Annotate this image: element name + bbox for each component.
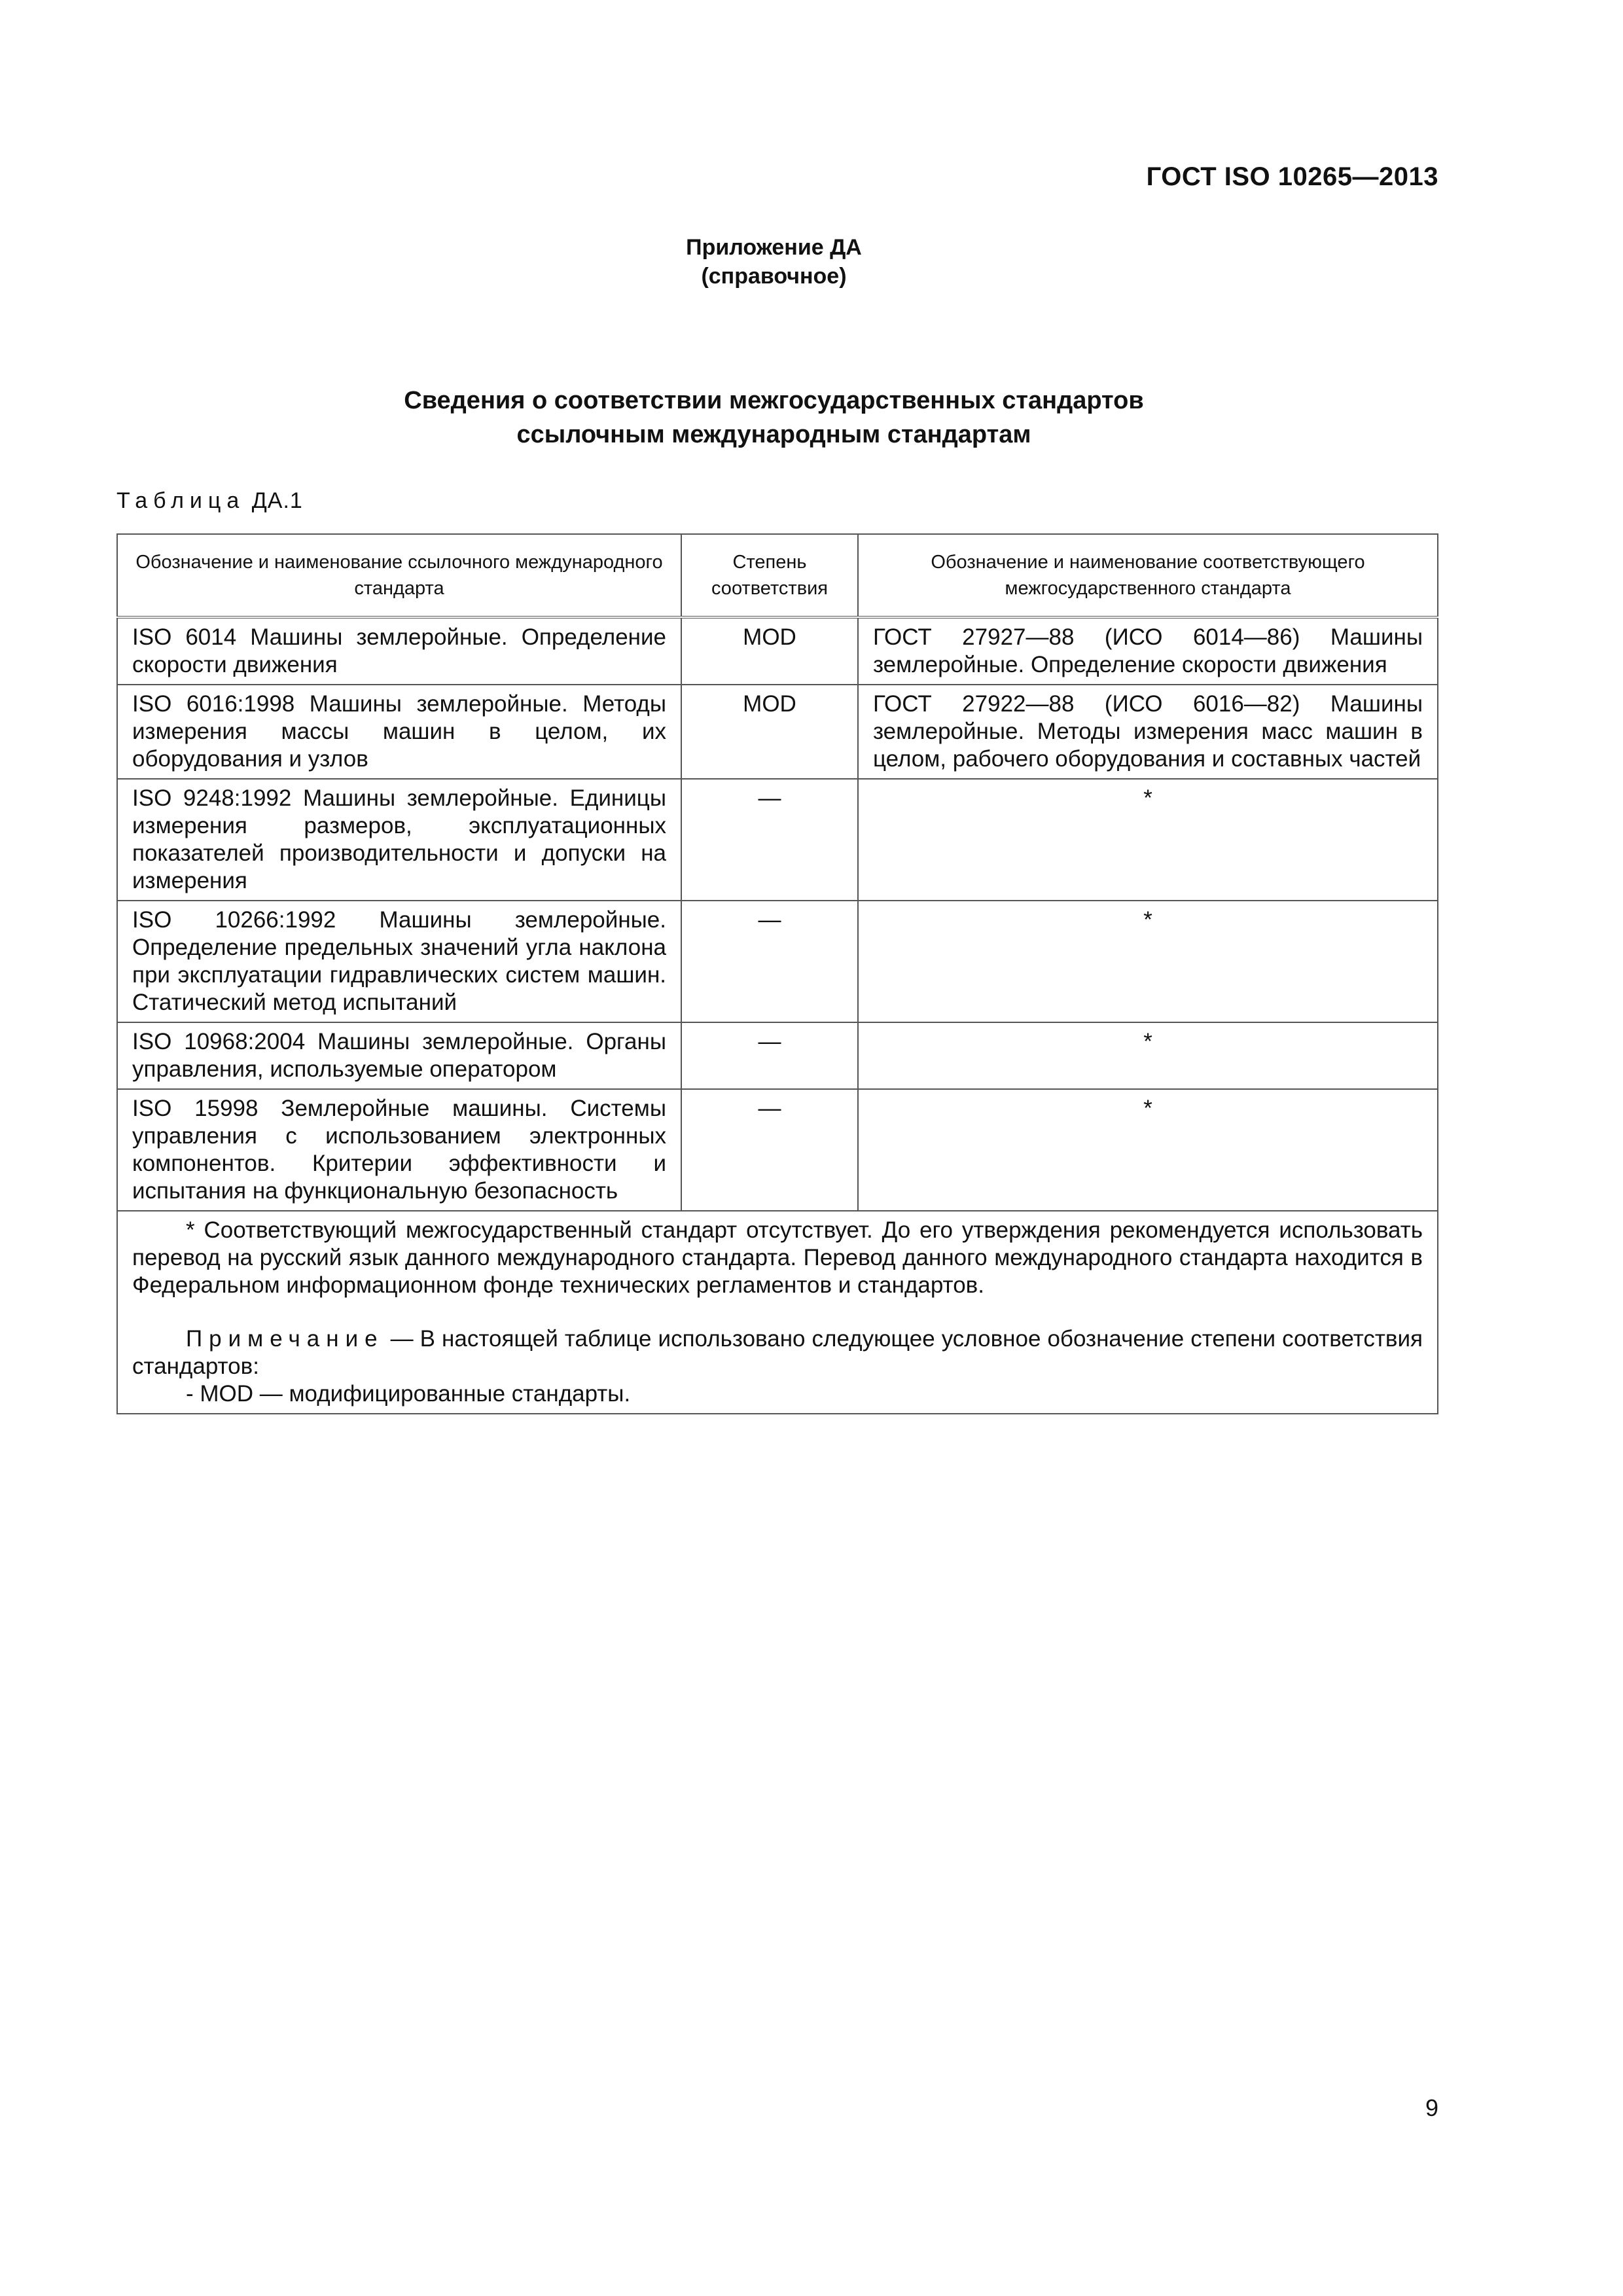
table-header-row <box>117 534 1438 617</box>
section-title-line1: Сведения о соответствии межгосударственных стандартов <box>404 387 1144 414</box>
header-international-standard: Обозначение и наименование ссылочного международного стандарта <box>117 534 681 617</box>
correspondence-table <box>116 533 1438 1414</box>
section-title-line2: ссылочным международным стандартам <box>516 421 1031 448</box>
table-caption <box>116 488 303 514</box>
interstate-standard-cell: * <box>858 779 1438 901</box>
interstate-standard-cell: * <box>858 1089 1438 1211</box>
page-number: 9 <box>1425 2094 1438 2121</box>
degree-cell: MOD <box>681 685 858 779</box>
interstate-standard-cell: * <box>858 901 1438 1022</box>
header-interstate-standard: Обозначение и наименование соответствующего межгосударственного стандарта <box>858 534 1438 617</box>
table-note <box>132 1325 1423 1380</box>
table-row <box>117 901 1438 1022</box>
international-standard-cell: ISO 10266:1992 Машины землеройные. Определение предельных значений угла наклона при эксплуатации гидравлических систем машин. Статический метод испытаний <box>117 901 681 1022</box>
note-text: — В настоящей таблице использовано следующее условное обозначение степени соответствия стандартов: <box>132 1326 1423 1379</box>
degree-cell: — <box>681 901 858 1022</box>
table-footnote: * Соответствующий межгосударственный стандарт отсутствует. До его утверждения рекомендуется использовать перевод на русский язык данного международного стандарта. Перевод данного международного стандарта находится в Федеральном информационном фонде технических регламентов и стандартов. <box>132 1217 1423 1298</box>
section-title <box>0 384 1548 452</box>
interstate-standard-cell: * <box>858 1022 1438 1089</box>
degree-cell: MOD <box>681 617 858 685</box>
interstate-standard-cell: ГОСТ 27922—88 (ИСО 6016—82) Машины землеройные. Методы измерения масс машин в целом, рабочего оборудования и составных частей <box>858 685 1438 779</box>
header-degree: Степень соответствия <box>681 534 858 617</box>
table-footnote-cell <box>117 1211 1438 1414</box>
degree-cell: — <box>681 1022 858 1089</box>
interstate-standard-cell: ГОСТ 27927—88 (ИСО 6014—86) Машины землеройные. Определение скорости движения <box>858 617 1438 685</box>
degree-cell: — <box>681 1089 858 1211</box>
international-standard-cell: ISO 6014 Машины землеройные. Определение скорости движения <box>117 617 681 685</box>
table-row <box>117 617 1438 685</box>
international-standard-cell: ISO 9248:1992 Машины землеройные. Единицы измерения размеров, эксплуатационных показателей производительности и допуски на измерения <box>117 779 681 901</box>
table-caption-label: Таблица <box>116 488 245 513</box>
international-standard-cell: ISO 6016:1998 Машины землеройные. Методы измерения массы машин в целом, их оборудования и узлов <box>117 685 681 779</box>
table-row <box>117 685 1438 779</box>
note-list-item: - MOD — модифицированные стандарты. <box>186 1381 631 1407</box>
table-row <box>117 779 1438 901</box>
annex-heading <box>0 233 1548 291</box>
note-label: Примечание <box>186 1326 384 1352</box>
international-standard-cell: ISO 15998 Землеройные машины. Системы управления с использованием электронных компонентов. Критерии эффективности и испытания на функциональную безопасность <box>117 1089 681 1211</box>
table-row <box>117 1089 1438 1211</box>
annex-kind: (справочное) <box>701 264 847 289</box>
annex-title: Приложение ДА <box>686 235 862 260</box>
table-row <box>117 1022 1438 1089</box>
degree-cell: — <box>681 779 858 901</box>
table-caption-number: ДА.1 <box>251 488 303 513</box>
document-code: ГОСТ ISO 10265—2013 <box>1146 162 1438 191</box>
international-standard-cell: ISO 10968:2004 Машины землеройные. Органы управления, используемые оператором <box>117 1022 681 1089</box>
table-footnote-row <box>117 1211 1438 1414</box>
